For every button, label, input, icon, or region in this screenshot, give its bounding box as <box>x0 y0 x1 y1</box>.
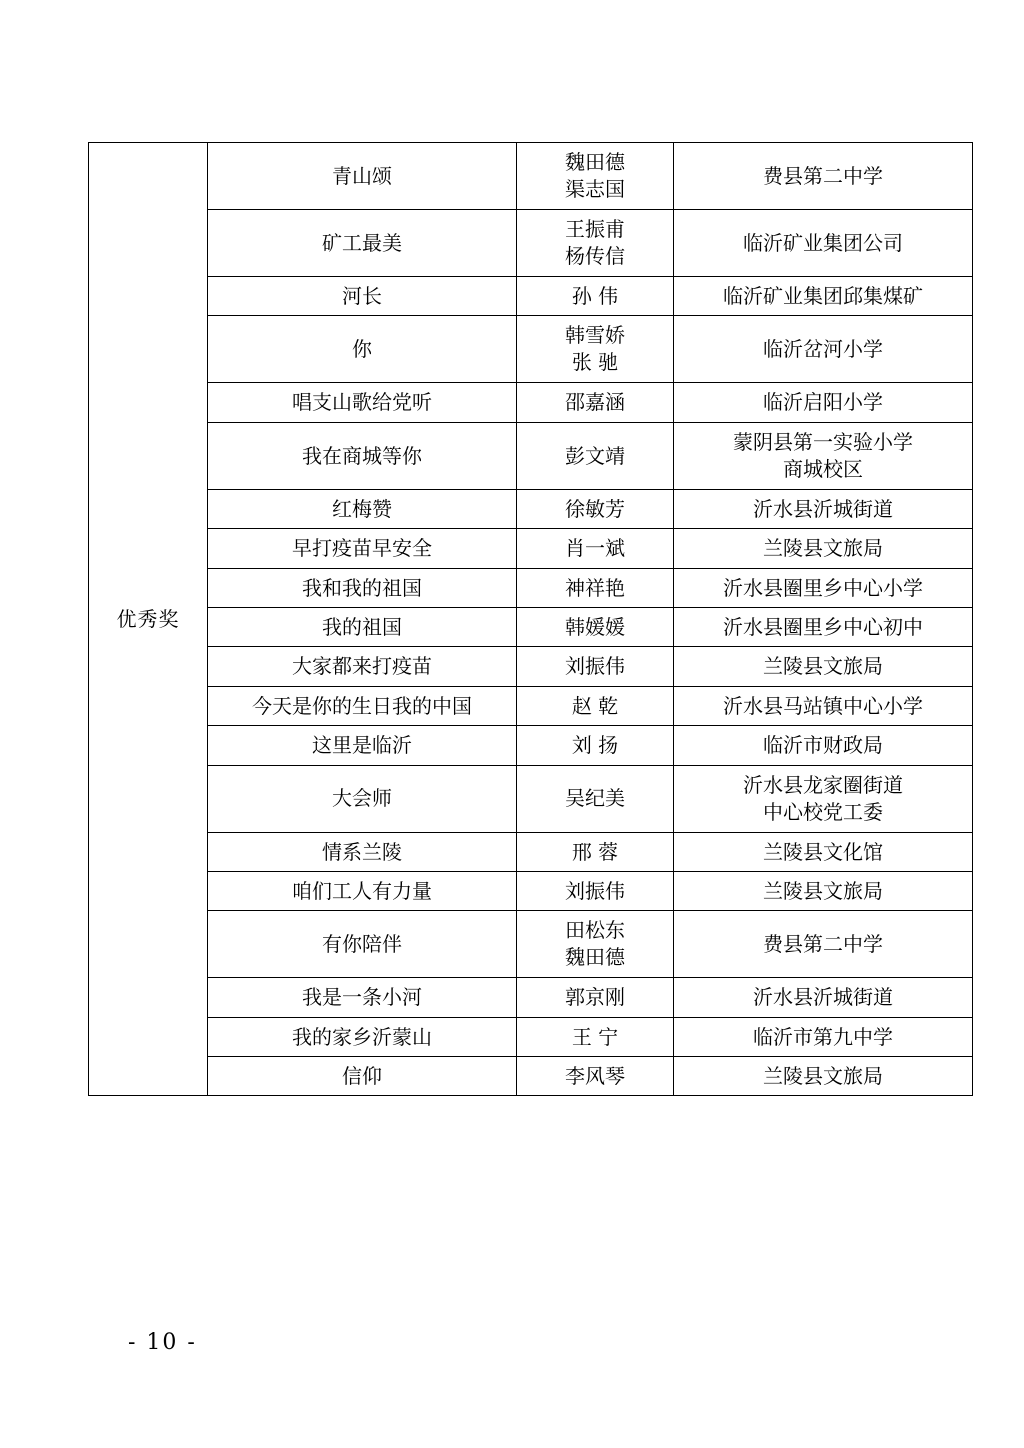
table-row <box>89 143 973 210</box>
unit-cell <box>674 765 973 832</box>
table-row <box>89 978 973 1017</box>
unit-cell <box>674 1057 973 1096</box>
work-title-cell: 今天是你的生日我的中国 <box>208 686 517 725</box>
table-row <box>89 383 973 422</box>
author-name: 田松东 <box>565 918 625 943</box>
author-name: 渠志国 <box>565 177 625 201</box>
unit-name: 临沂市财政局 <box>763 733 883 758</box>
table-row <box>89 1057 973 1096</box>
table-row <box>89 529 973 568</box>
author-cell <box>517 277 674 316</box>
work-title-cell: 有你陪伴 <box>208 911 517 978</box>
work-title-cell: 我的家乡沂蒙山 <box>208 1017 517 1056</box>
author-name: 刘振伟 <box>565 878 625 903</box>
unit-name: 兰陵县文旅局 <box>763 536 883 561</box>
author-cell <box>517 726 674 765</box>
work-title-cell: 红梅赞 <box>208 489 517 528</box>
author-name: 李风琴 <box>565 1064 625 1089</box>
unit-name: 商城校区 <box>783 456 863 481</box>
author-cell <box>517 568 674 607</box>
unit-cell <box>674 277 973 316</box>
table-row <box>89 422 973 489</box>
work-title-cell: 大家都来打疫苗 <box>208 647 517 686</box>
author-cell <box>517 529 674 568</box>
table-row <box>89 210 973 277</box>
work-title-cell: 我是一条小河 <box>208 978 517 1017</box>
unit-cell <box>674 1017 973 1056</box>
table-row <box>89 765 973 832</box>
work-title-cell: 青山颂 <box>208 143 517 210</box>
unit-cell <box>674 143 973 210</box>
table-row <box>89 871 973 910</box>
unit-name: 临沂矿业集团邱集煤矿 <box>723 284 923 308</box>
work-title-cell: 早打疫苗早安全 <box>208 529 517 568</box>
unit-cell <box>674 210 973 277</box>
author-name: 邢 蓉 <box>571 839 619 864</box>
work-title-cell: 河长 <box>208 277 517 316</box>
author-cell <box>517 422 674 489</box>
unit-cell <box>674 316 973 383</box>
unit-name: 临沂岔河小学 <box>763 337 883 362</box>
author-cell <box>517 383 674 422</box>
unit-name: 兰陵县文旅局 <box>763 1064 883 1089</box>
table-row <box>89 1017 973 1056</box>
author-cell <box>517 210 674 277</box>
table-row <box>89 911 973 978</box>
unit-cell <box>674 647 973 686</box>
author-name: 彭文靖 <box>565 443 625 468</box>
unit-name: 临沂矿业集团公司 <box>743 230 903 255</box>
author-name: 郭京刚 <box>565 985 625 1010</box>
author-name: 魏田德 <box>565 150 625 174</box>
author-name: 肖一斌 <box>565 536 625 561</box>
author-name: 杨传信 <box>565 244 625 268</box>
author-name: 神祥艳 <box>565 575 625 600</box>
work-title-cell: 矿工最美 <box>208 210 517 277</box>
unit-name: 沂水县沂城街道 <box>753 496 893 521</box>
table-row <box>89 647 973 686</box>
author-name: 吴纪美 <box>565 786 625 811</box>
author-cell <box>517 978 674 1017</box>
work-title-cell: 我和我的祖国 <box>208 568 517 607</box>
unit-cell <box>674 911 973 978</box>
unit-name: 兰陵县文化馆 <box>763 839 883 864</box>
author-cell <box>517 1017 674 1056</box>
unit-name: 沂水县圈里乡中心初中 <box>723 614 923 639</box>
work-title-cell: 我在商城等你 <box>208 422 517 489</box>
table-row <box>89 686 973 725</box>
author-cell <box>517 871 674 910</box>
author-cell <box>517 765 674 832</box>
unit-cell <box>674 871 973 910</box>
table-row <box>89 832 973 871</box>
author-cell <box>517 607 674 646</box>
unit-cell <box>674 529 973 568</box>
author-name: 赵 乾 <box>571 693 619 718</box>
table-row <box>89 726 973 765</box>
unit-name: 兰陵县文旅局 <box>763 878 883 903</box>
author-cell <box>517 316 674 383</box>
award-results-table <box>88 142 973 1096</box>
table-body <box>89 143 973 1096</box>
unit-name: 费县第二中学 <box>763 932 883 957</box>
unit-name: 蒙阴县第一实验小学 <box>733 429 913 454</box>
unit-cell <box>674 422 973 489</box>
unit-name: 临沂市第九中学 <box>753 1024 893 1049</box>
unit-cell <box>674 489 973 528</box>
work-title-cell: 大会师 <box>208 765 517 832</box>
table-row <box>89 277 973 316</box>
work-title-cell: 我的祖国 <box>208 607 517 646</box>
author-cell <box>517 911 674 978</box>
table-row <box>89 316 973 383</box>
unit-name: 中心校党工委 <box>763 799 883 824</box>
author-name: 刘 扬 <box>571 733 619 758</box>
author-name: 王振甫 <box>565 217 625 241</box>
author-cell <box>517 647 674 686</box>
author-name: 魏田德 <box>565 945 625 970</box>
work-title-cell: 你 <box>208 316 517 383</box>
table-row <box>89 607 973 646</box>
work-title-cell: 咱们工人有力量 <box>208 871 517 910</box>
unit-cell <box>674 686 973 725</box>
page-number: - 10 - <box>128 1330 197 1355</box>
author-name: 王 宁 <box>571 1024 619 1049</box>
author-name: 刘振伟 <box>565 654 625 679</box>
unit-cell <box>674 978 973 1017</box>
unit-cell <box>674 726 973 765</box>
unit-cell <box>674 832 973 871</box>
author-name: 韩媛媛 <box>565 614 625 639</box>
table-row <box>89 568 973 607</box>
unit-name: 沂水县马站镇中心小学 <box>723 693 923 718</box>
table-row <box>89 489 973 528</box>
unit-name: 沂水县沂城街道 <box>753 985 893 1010</box>
author-cell <box>517 143 674 210</box>
unit-name: 沂水县圈里乡中心小学 <box>723 575 923 600</box>
author-name: 张 驰 <box>571 350 619 375</box>
work-title-cell: 这里是临沂 <box>208 726 517 765</box>
award-category-cell: 优秀奖 <box>89 143 208 1096</box>
unit-name: 兰陵县文旅局 <box>763 654 883 679</box>
unit-cell <box>674 607 973 646</box>
unit-cell <box>674 568 973 607</box>
unit-name: 费县第二中学 <box>763 163 883 188</box>
author-name: 孙 伟 <box>571 284 619 308</box>
author-cell <box>517 832 674 871</box>
work-title-cell: 信仰 <box>208 1057 517 1096</box>
author-name: 邵嘉涵 <box>565 390 625 415</box>
unit-cell <box>674 383 973 422</box>
author-cell <box>517 489 674 528</box>
author-cell <box>517 686 674 725</box>
author-name: 韩雪娇 <box>565 323 625 348</box>
author-name: 徐敏芳 <box>565 496 625 521</box>
work-title-cell: 情系兰陵 <box>208 832 517 871</box>
unit-name: 沂水县龙家圈街道 <box>743 772 903 797</box>
work-title-cell: 唱支山歌给党听 <box>208 383 517 422</box>
author-cell <box>517 1057 674 1096</box>
unit-name: 临沂启阳小学 <box>763 390 883 415</box>
